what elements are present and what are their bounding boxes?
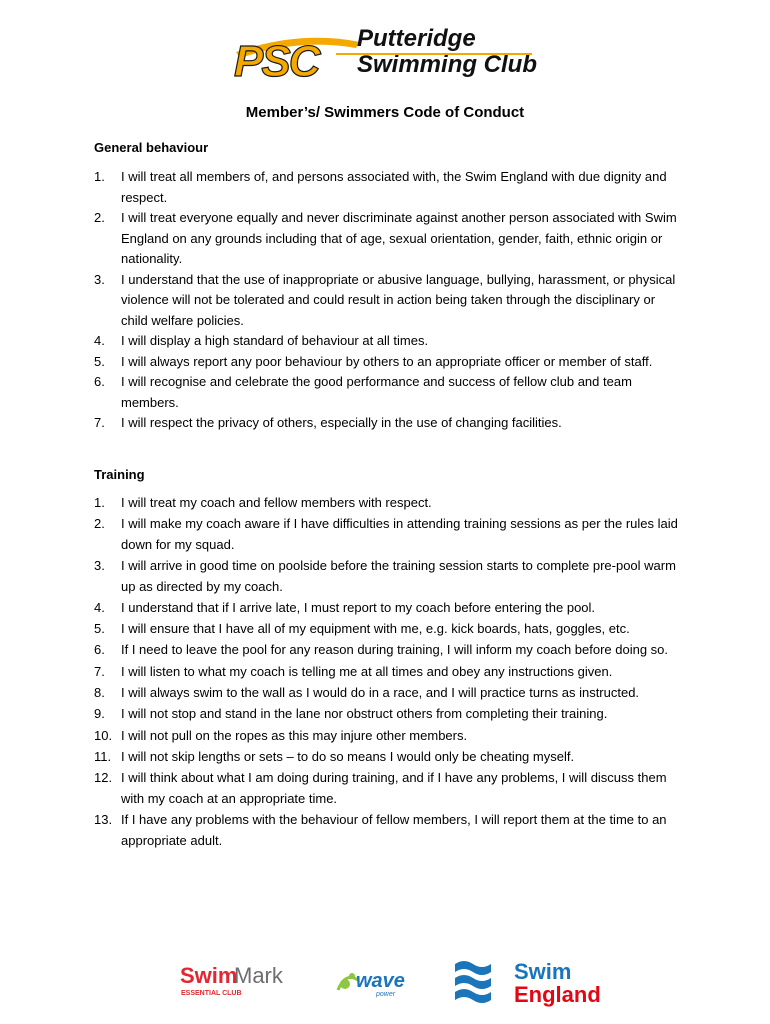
- psc-logo-text: PSC: [234, 37, 319, 86]
- general-behaviour-list: [94, 167, 684, 434]
- list-item: 6. If I need to leave the pool for any reason during training, I will inform my coach before doing so.: [94, 642, 669, 658]
- section-heading-training: Training: [94, 467, 145, 482]
- list-item: 11. I will not skip lengths or sets – to do so means I would only be cheating myself.: [94, 748, 575, 764]
- footer-logos: [0, 950, 770, 1010]
- wave-text: wave: [356, 970, 405, 992]
- swim-england-wave-icon: [455, 961, 491, 975]
- swim-england-logo: [455, 959, 601, 1007]
- section-heading-general: General behaviour: [94, 140, 209, 155]
- swimmark-text-swim: Swim: [180, 963, 238, 988]
- swim-england-swim: Swim: [514, 959, 572, 984]
- list-item: 4. I understand that if I arrive late, I must report to my coach before entering the pool.: [94, 599, 596, 615]
- list-item: 2. I will make my coach aware if I have difficulties in attending training sessions as per the rules laid down for my squad.: [94, 516, 678, 552]
- list-item: 3. I will arrive in good time on poolside before the training session starts to complete pre-pool warm up as directed by my coach.: [94, 558, 676, 594]
- training-list: [94, 493, 684, 852]
- list-item: 5. I will ensure that I have all of my equipment with me, e.g. kick boards, hats, goggles, etc.: [94, 621, 630, 637]
- wave-power-logo: [338, 970, 405, 998]
- swim-england-england: England: [514, 982, 601, 1007]
- list-item: 1. I will treat all members of, and persons associated with, the Swim England with due dignity and respect.: [94, 169, 667, 205]
- list-item: 9. I will not stop and stand in the lane nor obstruct others from completing their training.: [94, 706, 608, 722]
- list-item: 4. I will display a high standard of behaviour at all times.: [94, 333, 429, 348]
- psc-logo: [0, 20, 770, 90]
- list-item: 3. I understand that the use of inappropriate or abusive language, bullying, harassment, or physical violence will not be tolerated and could result in action being taken through the disciplinary or child welfare policies.: [94, 271, 676, 328]
- header: [0, 20, 770, 90]
- swimmark-subtitle: ESSENTIAL CLUB: [181, 990, 242, 997]
- list-item: 7. I will listen to what my coach is telling me at all times and obey any instructions given.: [94, 663, 613, 679]
- wave-subtitle: power: [376, 991, 396, 998]
- list-item: 5. I will always report any poor behaviour by others to an appropriate officer or member of staff.: [94, 353, 653, 369]
- list-item: 12. I will think about what I am doing during training, and if I have any problems, I will discuss them with my coach at an appropriate time.: [94, 770, 667, 806]
- list-item: 6. I will recognise and celebrate the good performance and success of fellow club and team members.: [94, 374, 632, 410]
- list-item: 10. I will not pull on the ropes as this may injure other members.: [94, 727, 468, 743]
- swimmark-text-mark: Mark: [234, 963, 283, 988]
- page-title: Member’s/ Swimmers Code of Conduct: [245, 104, 525, 121]
- club-name-line2: Swimming Club: [357, 51, 537, 78]
- club-name-line1: Putteridge: [357, 25, 476, 52]
- list-item: 7. I will respect the privacy of others, especially in the use of changing facilities.: [94, 415, 562, 430]
- list-item: 13. If I have any problems with the behaviour of fellow members, I will report them at the time to an appropriate adult.: [94, 812, 667, 848]
- list-item: 2. I will treat everyone equally and never discriminate against another person associated with Swim England on any grounds including that of age, sexual orientation, gender, faith, ethnic origin or nationality.: [94, 210, 677, 266]
- list-item: 1. I will treat my coach and fellow members with respect.: [94, 495, 432, 510]
- list-item: 8. I will always swim to the wall as I would do in a race, and I will practice turns as instructed.: [94, 685, 640, 701]
- swimmark-logo: [180, 963, 284, 997]
